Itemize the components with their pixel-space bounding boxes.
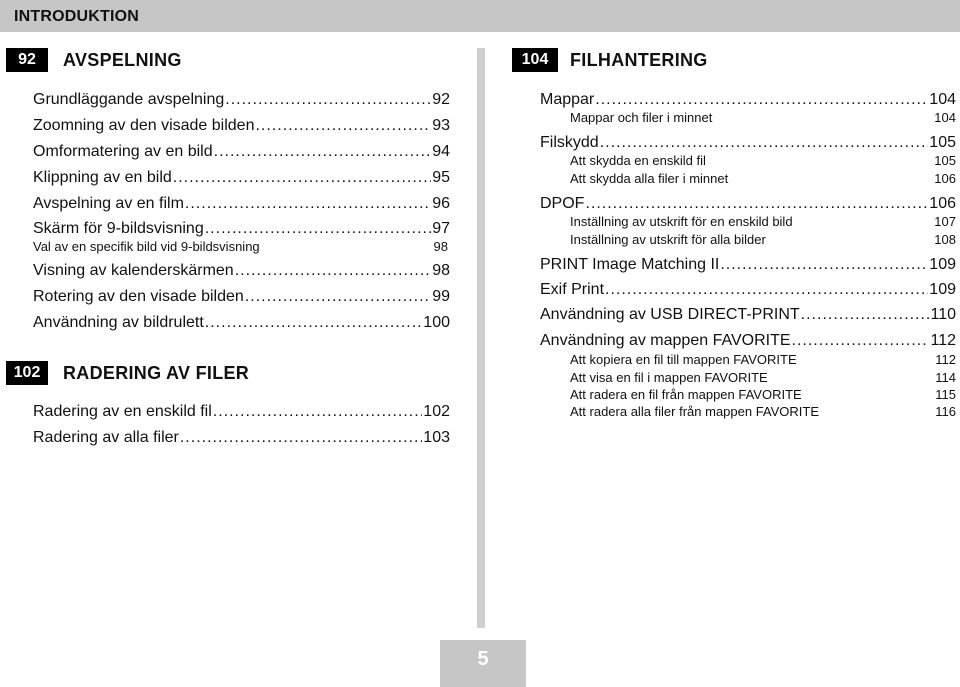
toc-entry-label: Användning av bildrulett [33, 314, 204, 331]
toc-entry[interactable] [540, 256, 956, 274]
toc-entry-page: 112 [935, 352, 956, 367]
toc-entry-page: 97 [432, 220, 450, 237]
dot-leader [595, 91, 928, 109]
dot-leader [214, 143, 432, 161]
section-number-badge: 104 [512, 48, 558, 72]
toc-entry-page: 102 [423, 403, 450, 420]
toc-entry[interactable] [33, 262, 450, 280]
header-title: INTRODUKTION [14, 8, 140, 25]
toc-entry[interactable] [540, 195, 956, 213]
toc-entry-label: Klippning av en bild [33, 169, 172, 186]
toc-entry-label: Att radera en fil från mappen FAVORITE [570, 387, 802, 402]
toc-subentry[interactable] [33, 239, 448, 254]
toc-entry-label: Inställning av utskrift för alla bilder [570, 232, 766, 247]
toc-entry-page: 115 [935, 387, 956, 402]
toc-entry-label: Mappar och filer i minnet [570, 110, 713, 125]
toc-entry-page: 106 [934, 171, 956, 186]
section-heading-104 [512, 48, 732, 72]
dot-leader [255, 117, 431, 135]
toc-entry-page: 93 [432, 117, 450, 134]
toc-entry-label: DPOF [540, 195, 585, 212]
dot-leader [792, 332, 930, 350]
toc-entry-label: Att radera alla filer från mappen FAVORITE [570, 404, 820, 419]
toc-entry-page: 110 [930, 306, 956, 323]
toc-entry-page: 92 [432, 91, 450, 108]
section-heading-102 [6, 361, 266, 385]
toc-entry-label: Skärm för 9-bildsvisning [33, 220, 204, 237]
toc-entry-label: Användning av mappen FAVORITE [540, 332, 791, 349]
dot-leader [225, 91, 431, 109]
toc-entry-label: Radering av en enskild fil [33, 403, 212, 420]
toc-entry-label: Visning av kalenderskärmen [33, 262, 234, 279]
dot-leader [205, 314, 423, 332]
toc-entry[interactable] [33, 429, 450, 447]
dot-leader [245, 288, 431, 306]
toc-subentry[interactable] [570, 153, 956, 168]
toc-entry-label: Användning av USB DIRECT-PRINT [540, 306, 800, 323]
toc-entry[interactable] [540, 306, 956, 324]
dot-leader [801, 306, 930, 324]
toc-entry[interactable] [33, 288, 450, 306]
toc-entry-page: 105 [934, 153, 956, 168]
dot-leader [173, 169, 431, 187]
toc-entry-label: Att skydda en enskild fil [570, 153, 706, 168]
section-title: RADERING AV FILER [63, 363, 250, 383]
toc-subentry[interactable] [570, 214, 956, 229]
toc-entry[interactable] [33, 195, 450, 213]
section-title: FILHANTERING [570, 50, 708, 70]
toc-entry-label: PRINT Image Matching II [540, 256, 720, 273]
toc-entry-page: 107 [934, 214, 956, 229]
toc-subentry[interactable] [570, 110, 956, 125]
toc-entry-label: Att kopiera en fil till mappen FAVORITE [570, 352, 797, 367]
toc-entry[interactable] [540, 134, 956, 152]
toc-entry[interactable] [540, 91, 956, 109]
toc-entry-label: Filskydd [540, 134, 599, 151]
toc-entry-label: Rotering av den visade bilden [33, 288, 244, 305]
toc-entry-page: 98 [433, 239, 448, 254]
dot-leader [185, 195, 431, 213]
toc-entry-label: Avspelning av en film [33, 195, 184, 212]
dot-leader [600, 134, 929, 152]
toc-entry-page: 95 [432, 169, 450, 186]
toc-entry-page: 103 [423, 429, 450, 446]
section-number-badge: 102 [6, 361, 48, 385]
toc-entry[interactable] [33, 169, 450, 187]
toc-entry-page: 114 [935, 370, 956, 385]
toc-entry-label: Grundläggande avspelning [33, 91, 225, 108]
dot-leader [585, 195, 928, 213]
toc-entry-page: 109 [929, 281, 956, 298]
toc-entry[interactable] [540, 281, 956, 299]
toc-subentry[interactable] [570, 404, 956, 419]
page-number-box [440, 640, 526, 687]
toc-entry-page: 98 [432, 262, 450, 279]
dot-leader [235, 262, 432, 280]
toc-entry-label: Val av en specifik bild vid 9-bildsvisning [33, 239, 260, 254]
toc-entry[interactable] [33, 117, 450, 135]
header-bar [0, 0, 960, 32]
toc-entry-label: Att skydda alla filer i minnet [570, 171, 729, 186]
toc-entry[interactable] [33, 143, 450, 161]
toc-entry-label: Exif Print [540, 281, 605, 298]
dot-leader [213, 403, 423, 421]
toc-subentry[interactable] [570, 370, 956, 385]
toc-entry[interactable] [33, 403, 450, 421]
toc-entry-page: 104 [934, 110, 956, 125]
toc-subentry[interactable] [570, 171, 956, 186]
toc-subentry[interactable] [570, 352, 956, 367]
dot-leader [605, 281, 928, 299]
dot-leader [180, 429, 422, 447]
section-number-badge: 92 [6, 48, 48, 72]
toc-entry-page: 99 [432, 288, 450, 305]
toc-entry-label: Mappar [540, 91, 595, 108]
toc-entry[interactable] [33, 314, 450, 332]
toc-subentry[interactable] [570, 387, 956, 402]
toc-entry-page: 105 [929, 134, 956, 151]
dot-leader [205, 220, 431, 238]
toc-entry-page: 104 [929, 91, 956, 108]
toc-entry[interactable] [540, 332, 956, 350]
toc-entry-page: 116 [935, 404, 956, 419]
toc-entry[interactable] [33, 220, 450, 238]
section-heading-92 [6, 48, 236, 72]
toc-entry-page: 106 [929, 195, 956, 212]
toc-entry-page: 100 [423, 314, 450, 331]
toc-subentry[interactable] [570, 232, 956, 247]
column-divider [477, 48, 485, 628]
page-number: 5 [477, 648, 489, 670]
toc-entry-page: 109 [929, 256, 956, 273]
toc-entry-page: 94 [432, 143, 450, 160]
toc-entry-page: 112 [930, 332, 956, 349]
toc-entry-label: Omformatering av en bild [33, 143, 213, 160]
toc-entry-label: Radering av alla filer [33, 429, 179, 446]
toc-entry-label: Zoomning av den visade bilden [33, 117, 255, 134]
section-title: AVSPELNING [63, 50, 182, 70]
toc-entry-label: Inställning av utskrift för en enskild bild [570, 214, 793, 229]
toc-entry[interactable] [33, 91, 450, 109]
toc-entry-page: 108 [934, 232, 956, 247]
toc-entry-page: 96 [432, 195, 450, 212]
toc-entry-label: Att visa en fil i mappen FAVORITE [570, 370, 768, 385]
dot-leader [720, 256, 928, 274]
